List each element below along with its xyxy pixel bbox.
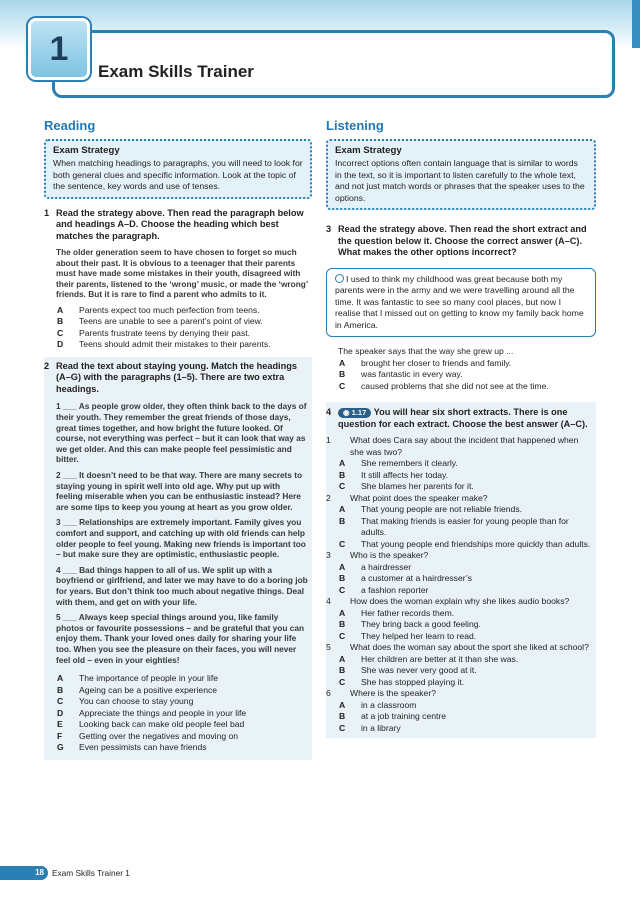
- question-item: [326, 550, 592, 562]
- question-text: Where is the speaker?: [350, 688, 436, 698]
- option-text: Even pessimists can have friends: [79, 742, 207, 753]
- option-letter: D: [57, 707, 64, 718]
- task-2-headings: [56, 673, 308, 754]
- task-instruction: You will hear six short extracts. There is one question for each extract. Choose the best answer (A–C).: [338, 407, 588, 429]
- option-letter: A: [339, 504, 346, 514]
- question-number: 6: [326, 688, 331, 698]
- option-letter: A: [339, 357, 346, 368]
- text-paragraph: 2 ___ It doesn’t need to be that way. There are many secrets to staying young in spirit well into old age. Why put up with feeling miserable when you can be enthusiastic instead? Here are some tips to keep you young at heart as you grow older.: [56, 470, 303, 512]
- task-number: 1: [44, 207, 50, 218]
- answer-option: [338, 470, 592, 482]
- task-instruction: Read the strategy above. Then read the short extract and the question below it. Choose the correct answer (A–C). What makes the other options incorrect?: [338, 224, 587, 257]
- listening-strategy-box: [326, 139, 596, 210]
- option-text: Parents frustrate teens by denying their past.: [79, 327, 251, 338]
- option-letter: B: [339, 369, 346, 379]
- task-4-block: [326, 402, 596, 738]
- option-letter: C: [339, 676, 346, 687]
- option-letter: B: [57, 316, 64, 327]
- option-letter: B: [339, 515, 346, 526]
- option-letter: F: [57, 730, 63, 741]
- option-row: [338, 358, 596, 370]
- option-text: a customer at a hairdresser’s: [361, 573, 472, 583]
- answer-option: [338, 539, 592, 551]
- option-letter: C: [339, 722, 346, 733]
- option-text: was fantastic in every way.: [361, 369, 463, 379]
- listening-column: [326, 120, 596, 738]
- question-text: What does Cara say about the incident that happened when she was two?: [350, 435, 579, 457]
- task-number: 3: [326, 224, 332, 234]
- question-number: 5: [326, 642, 331, 652]
- option-row: [56, 742, 308, 754]
- option-letter: D: [57, 339, 64, 350]
- task-2-block: [44, 357, 312, 760]
- question-number: 2: [326, 492, 331, 503]
- option-text: Teens should admit their mistakes to their parents.: [79, 339, 271, 350]
- option-text: They bring back a good feeling.: [361, 619, 481, 629]
- question-item: [326, 596, 592, 608]
- option-letter: C: [339, 380, 346, 391]
- task-2-text: [56, 401, 308, 665]
- option-letter: C: [57, 327, 64, 338]
- question-number: 1: [326, 435, 331, 445]
- option-letter: B: [339, 619, 346, 629]
- option-letter: A: [339, 653, 346, 664]
- strategy-heading: Exam Strategy: [53, 145, 120, 156]
- option-text: Her children are better at it than she was.: [361, 653, 519, 664]
- strategy-text: When matching headings to paragraphs, you will need to look for both general clues and specific information. Look at the topic of the sentence, key words and use of tenses.: [53, 158, 303, 191]
- footer-label: Exam Skills Trainer 1: [52, 868, 130, 878]
- option-letter: G: [57, 742, 64, 753]
- option-letter: A: [339, 458, 346, 468]
- option-letter: C: [339, 584, 346, 595]
- question-text: How does the woman explain why she likes audio books?: [350, 596, 570, 606]
- text-paragraph: 5 ___ Always keep special things around you, like family photos or favourite possessions – and be grateful that you can enjoy them. Thank your loved ones daily for sharing your life too. When you see the pleasure on their faces, you will never feel old – even in your eighties!: [56, 612, 305, 665]
- question-item: [326, 492, 592, 505]
- option-row: [56, 719, 308, 731]
- option-row: [56, 708, 308, 720]
- task-number: 4: [326, 407, 332, 417]
- option-text: It still affects her today.: [361, 469, 449, 480]
- option-row: [338, 381, 596, 393]
- reading-column: [44, 120, 312, 760]
- task-instruction: Read the text about staying young. Match the headings (A–G) with the paragraphs (1–5). There are two extra headings.: [56, 360, 297, 394]
- extract-text: I used to think my childhood was great because both my parents were in the army and we were travelling around all the time. It was fantastic to see so many cool places, but now I realise that I missed out on getting to know my family back home in America.: [335, 273, 584, 330]
- question-text: What point does the speaker make?: [350, 492, 488, 503]
- question-text: Who is the speaker?: [350, 550, 429, 560]
- question-item: [326, 642, 592, 654]
- option-letter: A: [339, 561, 346, 572]
- answer-option: [338, 608, 592, 620]
- option-letter: B: [339, 665, 346, 675]
- audio-track-badge[interactable]: [338, 408, 371, 418]
- option-row: [56, 305, 312, 317]
- task-3-stem: The speaker says that the way she grew up ...: [338, 346, 514, 356]
- option-text: in a library: [361, 722, 401, 733]
- question-item: [326, 688, 592, 700]
- option-letter: C: [339, 481, 346, 491]
- task-instruction: Read the strategy above. Then read the paragraph below and headings A–D. Choose the heading which best matches the paragraph.: [56, 207, 304, 241]
- text-paragraph: 4 ___ Bad things happen to all of us. We split up with a boyfriend or girlfriend, and later we may have to do a boring job for years. But don’t think too much about negative things. Deal with them, and get on with your life.: [56, 564, 308, 607]
- option-row: [56, 696, 308, 708]
- question-item: [326, 435, 592, 458]
- text-paragraph: 1 ___ As people grow older, they often think back to the days of their youth. They remember the great friends of those days, great times together, and how bright the future looked. Of course, not everything was perfect – but it can look that way as we get older. And this can make people feel pessimistic and bitter.: [56, 401, 307, 465]
- option-text: a fashion reporter: [361, 584, 429, 595]
- task-2: [44, 361, 308, 396]
- task-3: [326, 224, 596, 259]
- option-letter: A: [339, 699, 346, 710]
- option-text: The importance of people in your life: [79, 673, 219, 684]
- task-1: [44, 208, 312, 243]
- option-text: in a classroom: [361, 699, 417, 710]
- option-row: [56, 339, 312, 351]
- option-text: Parents expect too much perfection from teens.: [79, 304, 260, 315]
- option-text: brought her closer to friends and family.: [361, 357, 512, 368]
- option-letter: E: [57, 719, 63, 730]
- question-number: 4: [326, 596, 331, 606]
- answer-option: [338, 585, 592, 597]
- option-text: Getting over the negatives and moving on: [79, 730, 239, 741]
- option-text: She was never very good at it.: [361, 665, 477, 675]
- option-text: She has stopped playing it.: [361, 676, 465, 687]
- answer-option: [338, 631, 592, 643]
- page-number: 18: [0, 866, 48, 880]
- strategy-text: Incorrect options often contain language that is similar to words in the text, so it is important to listen carefully to the whole text, and not just match words or phrases that the speaker uses to the options.: [335, 158, 585, 203]
- option-row: [56, 316, 312, 328]
- option-text: She blames her parents for it.: [361, 481, 474, 491]
- option-text: Appreciate the things and people in your life: [79, 707, 247, 718]
- answer-option: [338, 654, 592, 666]
- option-letter: A: [57, 673, 64, 684]
- answer-option: [338, 516, 592, 539]
- answer-option: [338, 573, 592, 585]
- answer-option: [338, 481, 592, 493]
- option-row: [56, 673, 308, 685]
- task-number: 2: [44, 360, 50, 371]
- chapter-number: 1: [28, 18, 90, 80]
- option-letter: B: [339, 469, 346, 480]
- listening-title: Listening: [326, 118, 384, 133]
- answer-option: [338, 677, 592, 689]
- option-text: That young people are not reliable friends.: [361, 504, 522, 514]
- answer-option: [338, 458, 592, 470]
- option-text: at a job training centre: [361, 711, 447, 721]
- option-text: Her father records them.: [361, 607, 455, 618]
- reading-title: Reading: [44, 118, 96, 133]
- option-letter: C: [339, 630, 346, 641]
- answer-option: [338, 562, 592, 574]
- task-4-questions: [326, 435, 592, 734]
- option-text: Ageing can be a positive experience: [79, 684, 218, 695]
- page-title: Exam Skills Trainer: [98, 62, 254, 81]
- task-4: [326, 407, 592, 430]
- option-text: That young people end friendships more quickly than adults.: [361, 538, 591, 549]
- option-row: [56, 731, 308, 743]
- question-number: 3: [326, 550, 331, 560]
- option-text: She remembers it clearly.: [361, 458, 458, 468]
- task-3-options: [338, 358, 596, 393]
- option-letter: A: [57, 304, 64, 315]
- option-text: Teens are unable to see a parent’s point of view.: [79, 316, 263, 327]
- extract-box: [326, 268, 596, 338]
- option-text: caused problems that she did not see at the time.: [361, 380, 549, 391]
- reading-strategy-box: [44, 139, 312, 199]
- answer-option: [338, 619, 592, 631]
- answer-option: [338, 711, 592, 723]
- option-letter: C: [339, 538, 346, 549]
- option-letter: A: [339, 607, 346, 618]
- answer-option: [338, 700, 592, 712]
- question-text: What does the woman say about the sport she liked at school?: [350, 642, 589, 652]
- audio-icon: [335, 274, 344, 283]
- option-text: You can choose to stay young: [79, 696, 194, 707]
- option-text: They helped her learn to read.: [361, 630, 477, 641]
- text-paragraph: 3 ___ Relationships are extremely important. Family gives you comfort and support, and catching up with old friends can help older people to feel young. Making new friends is important too – but make sure they are optimistic, enthusiastic people.: [56, 517, 306, 560]
- option-letter: B: [339, 573, 346, 583]
- task-4-instruction-line: [326, 407, 592, 430]
- headphones-icon: ◉: [343, 408, 350, 417]
- page-edge-tab: [632, 0, 640, 48]
- answer-option: [338, 665, 592, 677]
- task-1-paragraph: The older generation seem to have chosen to forget so much about their past. It is obvious to a teenager that their parents must have made some mistakes in their youth, disagreed with their parents, listened to the ‘wrong’ music, or made the ‘wrong’ friends. But it is rare to find a parent who admits to it.: [56, 247, 308, 300]
- option-row: [338, 369, 596, 381]
- option-letter: B: [339, 711, 346, 721]
- option-row: [56, 685, 308, 697]
- track-number: 1.17: [351, 408, 367, 417]
- strategy-heading: Exam Strategy: [335, 145, 402, 156]
- option-text: That making friends is easier for young people than for adults.: [361, 515, 569, 537]
- option-text: a hairdresser: [361, 561, 412, 572]
- option-text: Looking back can make old people feel bad: [79, 719, 245, 730]
- task-1-options: [56, 305, 312, 351]
- answer-option: [338, 723, 592, 735]
- option-letter: B: [57, 684, 64, 695]
- option-letter: C: [57, 696, 64, 707]
- answer-option: [338, 504, 592, 516]
- option-row: [56, 328, 312, 340]
